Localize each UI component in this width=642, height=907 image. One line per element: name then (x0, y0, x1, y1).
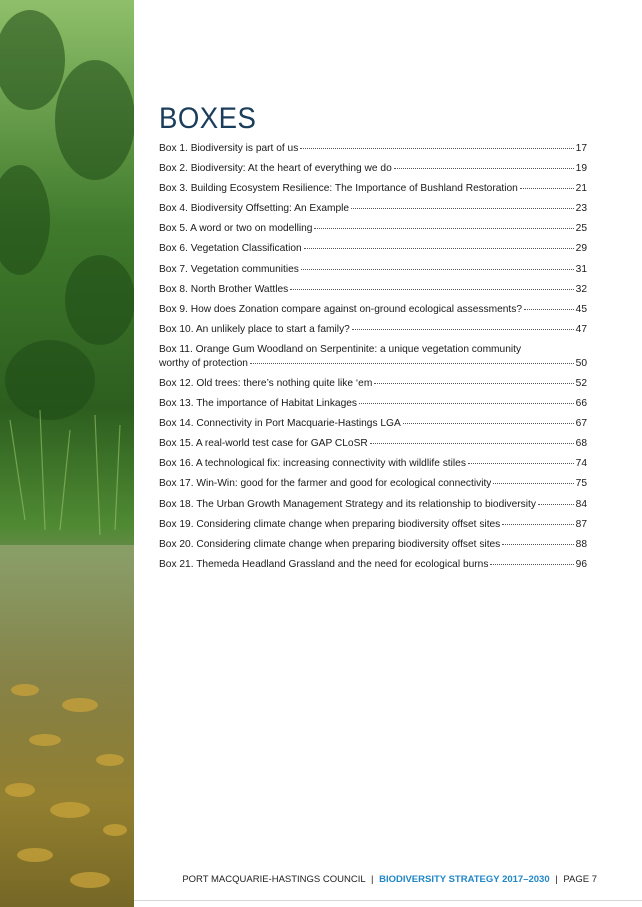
page-title: BOXES (159, 102, 257, 135)
toc-entry-label: Box 21. Themeda Headland Grassland and the need for ecological burns (159, 558, 489, 570)
toc-entry-page: 88 (575, 538, 587, 550)
leader-dots (314, 227, 573, 229)
toc-entry[interactable] (159, 222, 587, 242)
leader-dots (403, 422, 574, 424)
toc-entry-label: Box 19. Considering climate change when preparing biodiversity offset sites (159, 518, 501, 530)
toc-entry-label: Box 17. Win-Win: good for the farmer and good for ecological connectivity (159, 478, 492, 490)
toc-entry-label: Box 13. The importance of Habitat Linkages (159, 398, 358, 410)
toc-content (159, 102, 587, 578)
toc-entry-page: 32 (575, 283, 587, 295)
toc-entry[interactable] (159, 303, 587, 323)
toc-entry-label: Box 6. Vegetation Classification (159, 243, 302, 255)
toc-entry[interactable] (159, 477, 587, 497)
toc-entry-label: Box 8. North Brother Wattles (159, 283, 289, 295)
toc-entry-label: Box 3. Building Ecosystem Resilience: The Importance of Bushland Restoration (159, 183, 518, 195)
footer-separator: | (370, 874, 374, 885)
toc-entry[interactable] (159, 343, 587, 377)
toc-entry-page: 68 (575, 438, 587, 450)
leader-dots (468, 462, 574, 464)
toc-entry-label: Box 18. The Urban Growth Management Strategy and its relationship to biodiversity (159, 498, 536, 510)
toc-entry-label: Box 10. An unlikely place to start a family? (159, 323, 350, 335)
toc-entry[interactable] (159, 162, 587, 182)
toc-entry-label-continued: worthy of protection (159, 357, 248, 369)
toc-entry[interactable] (159, 323, 587, 343)
toc-entry[interactable] (159, 417, 587, 437)
leader-dots (250, 362, 574, 364)
toc-entry[interactable] (159, 437, 587, 457)
leader-dots (301, 268, 574, 270)
leader-dots (524, 308, 574, 310)
toc-entry-label: Box 15. A real-world test case for GAP CLoSR (159, 438, 368, 450)
leader-dots (304, 247, 574, 249)
toc-entry[interactable] (159, 202, 587, 222)
toc-entry[interactable] (159, 142, 587, 162)
toc-entry-label: Box 5. A word or two on modelling (159, 223, 313, 235)
leader-dots (394, 167, 574, 169)
toc-entry-page: 19 (575, 163, 587, 175)
toc-entry-label: Box 1. Biodiversity is part of us (159, 143, 299, 154)
leader-dots (502, 543, 573, 545)
toc-entry-page: 66 (575, 398, 587, 410)
leader-dots (374, 382, 573, 384)
toc-entry-page: 29 (575, 243, 587, 255)
footer-council: PORT MACQUARIE-HASTINGS COUNCIL (182, 874, 366, 885)
toc-entry-page: 50 (575, 357, 587, 369)
toc-entry-label: Box 11. Orange Gum Woodland on Serpentinite: a unique vegetation community (159, 343, 522, 355)
toc-entry-label: Box 14. Connectivity in Port Macquarie-Hastings LGA (159, 418, 401, 430)
footer-divider (134, 900, 642, 901)
toc-entry[interactable] (159, 397, 587, 417)
toc-entry[interactable] (159, 283, 587, 303)
toc-entry-page: 87 (575, 518, 587, 530)
leader-dots (290, 288, 573, 290)
toc-entry[interactable] (159, 182, 587, 202)
footer-page-number: PAGE 7 (563, 874, 597, 885)
leader-dots (538, 503, 574, 505)
leader-dots (502, 523, 573, 525)
toc-entry[interactable] (159, 538, 587, 558)
footer-strategy-title: BIODIVERSITY STRATEGY 2017–2030 (379, 874, 550, 885)
toc-entry-page: 84 (575, 498, 587, 510)
leader-dots (493, 482, 573, 484)
toc-entry-page: 75 (575, 478, 587, 490)
leader-dots (370, 442, 574, 444)
toc-entry[interactable] (159, 377, 587, 397)
toc-entry-page: 74 (575, 458, 587, 470)
toc-entry-page: 47 (575, 323, 587, 335)
toc-entry[interactable] (159, 558, 587, 578)
toc-entry[interactable] (159, 263, 587, 283)
footer-separator: | (555, 874, 558, 885)
toc-entry[interactable] (159, 518, 587, 538)
leader-dots (359, 402, 574, 404)
toc-entry[interactable] (159, 242, 587, 262)
toc-entry-label: Box 16. A technological fix: increasing connectivity with wildlife stiles (159, 458, 466, 470)
toc-entry-page: 31 (575, 263, 587, 275)
toc-entry-page: 45 (575, 303, 587, 315)
side-nature-photo (0, 0, 134, 907)
toc-entry-label: Box 4. Biodiversity Offsetting: An Example (159, 203, 350, 215)
toc-entry-label: Box 2. Biodiversity: At the heart of everything we do (159, 163, 392, 175)
leader-dots (351, 207, 574, 209)
toc-entry-label: Box 7. Vegetation communities (159, 263, 299, 275)
toc-entry-label: Box 12. Old trees: there’s nothing quite like ‘em (159, 377, 373, 389)
toc-entry-label: Box 20. Considering climate change when preparing biodiversity offset sites (159, 538, 501, 550)
leader-dots (352, 328, 574, 330)
leader-dots (520, 187, 574, 189)
toc-entry-page: 21 (575, 183, 587, 195)
toc-entry[interactable] (159, 457, 587, 477)
leader-dots (300, 147, 573, 149)
toc-entry-page: 17 (575, 143, 587, 154)
toc-entry-page: 67 (575, 418, 587, 430)
boxes-list (159, 142, 587, 578)
toc-entry-page: 23 (575, 203, 587, 215)
toc-entry-page: 25 (575, 223, 587, 235)
page-footer (134, 874, 597, 885)
toc-entry[interactable] (159, 498, 587, 518)
toc-entry-label: Box 9. How does Zonation compare against on-ground ecological assessments? (159, 303, 522, 315)
leader-dots (490, 563, 573, 565)
toc-entry-page: 52 (575, 377, 587, 389)
toc-entry-page: 96 (575, 558, 587, 570)
